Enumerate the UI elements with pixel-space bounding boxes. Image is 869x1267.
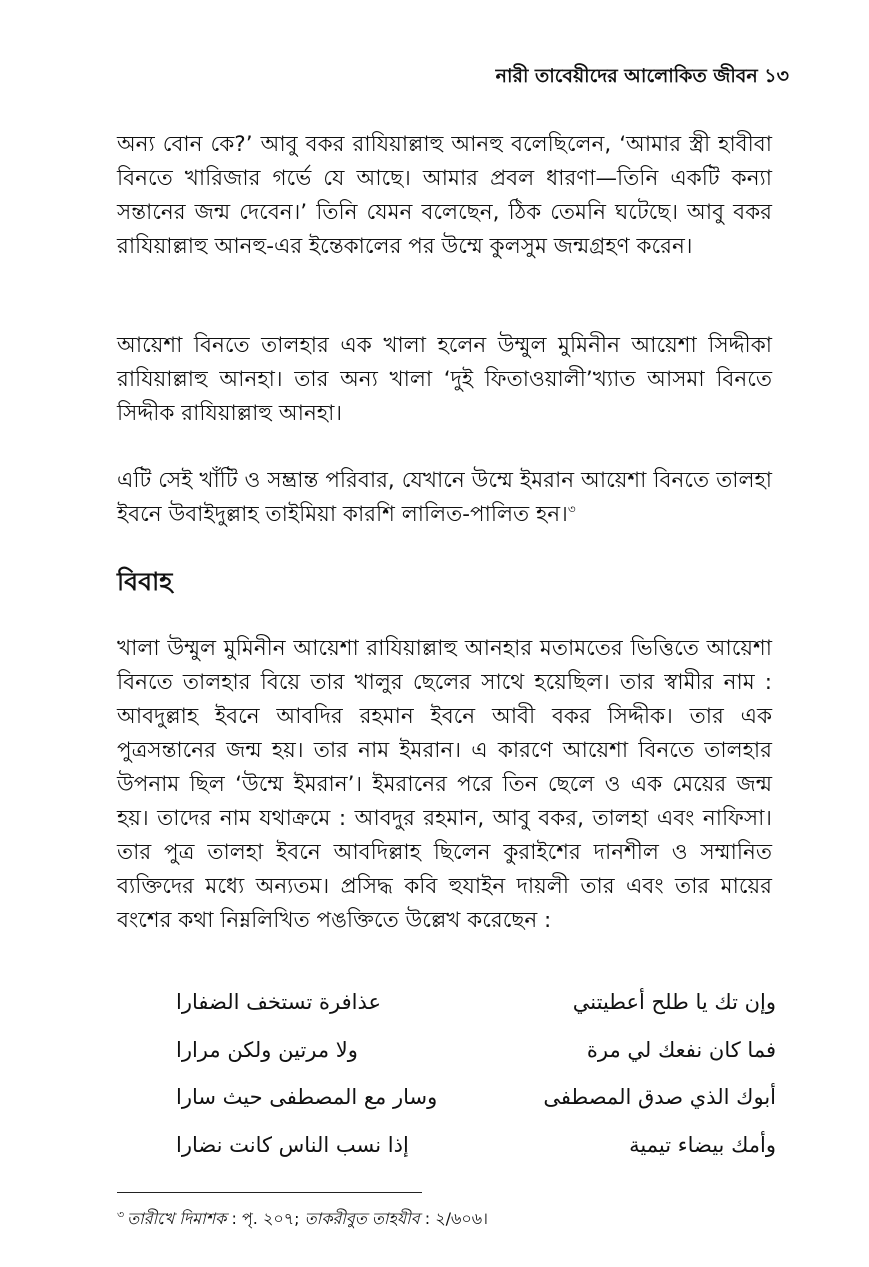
footnote-ref-1: : পৃ. ২০৭; bbox=[226, 1209, 305, 1228]
paragraph-3 bbox=[117, 464, 772, 532]
paragraph-3-text: এটি সেই খাঁটি ও সম্ভ্রান্ত পরিবার, যেখানে উম্মে ইমরান আয়েশা বিনতে তালহা ইবনে উবাইদুল্লাহ তাইমিয়া কারশি লালিত-পালিত হন। bbox=[117, 468, 772, 527]
verse-line bbox=[176, 1125, 776, 1165]
verse-first-hemistich: فما كان نفعك لي مرة bbox=[586, 1038, 776, 1062]
footnote-source-1: তারীখে দিমাশক bbox=[127, 1209, 227, 1228]
footnote-ref-2: : ২/৬০৬। bbox=[419, 1209, 488, 1228]
paragraph-1: অন্য বোন কে?’ আবু বকর রাযিয়াল্লাহু আনহু বলেছিলেন, ‘আমার স্ত্রী হাবীবা বিনতে খারিজার গর্ভে যে আছে। আমার প্রবল ধারণা—তিনি একটি কন্যা সন্তানের জন্ম দেবেন।’ তিনি যেমন বলেছেন, ঠিক তেমনি ঘটেছে। আবু বকর রাযিয়াল্লাহু আনহু-এর ইন্তেকালের পর উম্মে কুলসুম জন্মগ্রহণ করেন। bbox=[117, 132, 772, 259]
footnote bbox=[117, 1206, 488, 1233]
verse-line bbox=[176, 982, 776, 1022]
verse-second-hemistich: إذا نسب الناس كانت نضارا bbox=[176, 1133, 409, 1157]
section-heading: বিবাহ bbox=[117, 567, 173, 596]
paragraph-4: খালা উম্মুল মুমিনীন আয়েশা রাযিয়াল্লাহু আনহার মতামতের ভিত্তিতে আয়েশা বিনতে তালহার বিয়ে তার খালুর ছেলের সাথে হয়েছিল। তার স্বামীর নাম : আবদুল্লাহ ইবনে আবদির রহমান ইবনে আবী বকর সিদ্দীক। তার এক পুত্রসন্তানের জন্ম হয়। তার নাম ইমরান। এ কারণে আয়েশা বিনতে তালহার উপনাম ছিল ‘উম্মে ইমরান’। ইমরানের পরে তিন ছেলে ও এক মেয়ের জন্ম হয়। তাদের নাম যথাক্রমে : আবদুর রহমান, আবু বকর, তালহা এবং নাফিসা। তার পুত্র তালহা ইবনে আবদিল্লাহ ছিলেন কুরাইশের দানশীল ও সম্মানিত ব্যক্তিদের মধ্যে অন্যতম। প্রসিদ্ধ কবি হুযাইন দায়লী তার এবং তার মায়ের বংশের কথা নিম্নলিখিত পঙক্তিতে উল্লেখ করেছেন : bbox=[117, 636, 772, 933]
verse-line bbox=[176, 1077, 776, 1117]
running-head: নারী তাবেয়ীদের আলোকিত জীবন ১৩ bbox=[495, 65, 789, 87]
verse-second-hemistich: ولا مرتين ولكن مرارا bbox=[176, 1038, 358, 1062]
verse-first-hemistich: وإن تك يا طلح أعطيتني bbox=[572, 990, 776, 1014]
verse-second-hemistich: وسار مع المصطفى حيث سارا bbox=[176, 1085, 438, 1109]
footnote-source-2: তাকরীবুত তাহযীব bbox=[304, 1209, 420, 1228]
verse-first-hemistich: وأمك بيضاء تيمية bbox=[629, 1133, 776, 1157]
footnote-reference[interactable]: ৩ bbox=[567, 501, 576, 516]
verse-first-hemistich: أبوك الذي صدق المصطفى bbox=[543, 1085, 776, 1109]
footnote-divider bbox=[117, 1192, 422, 1193]
verse-line bbox=[176, 1030, 776, 1070]
verse-second-hemistich: عذافرة تستخف الضفارا bbox=[176, 990, 382, 1014]
paragraph-2: আয়েশা বিনতে তালহার এক খালা হলেন উম্মুল মুমিনীন আয়েশা সিদ্দীকা রাযিয়াল্লাহু আনহা। তার অন্য খালা ‘দুই ফিতাওয়ালী’খ্যাত আসমা বিনতে সিদ্দীক রাযিয়াল্লাহু আনহা। bbox=[117, 333, 772, 426]
footnote-number: ৩ bbox=[117, 1207, 125, 1221]
